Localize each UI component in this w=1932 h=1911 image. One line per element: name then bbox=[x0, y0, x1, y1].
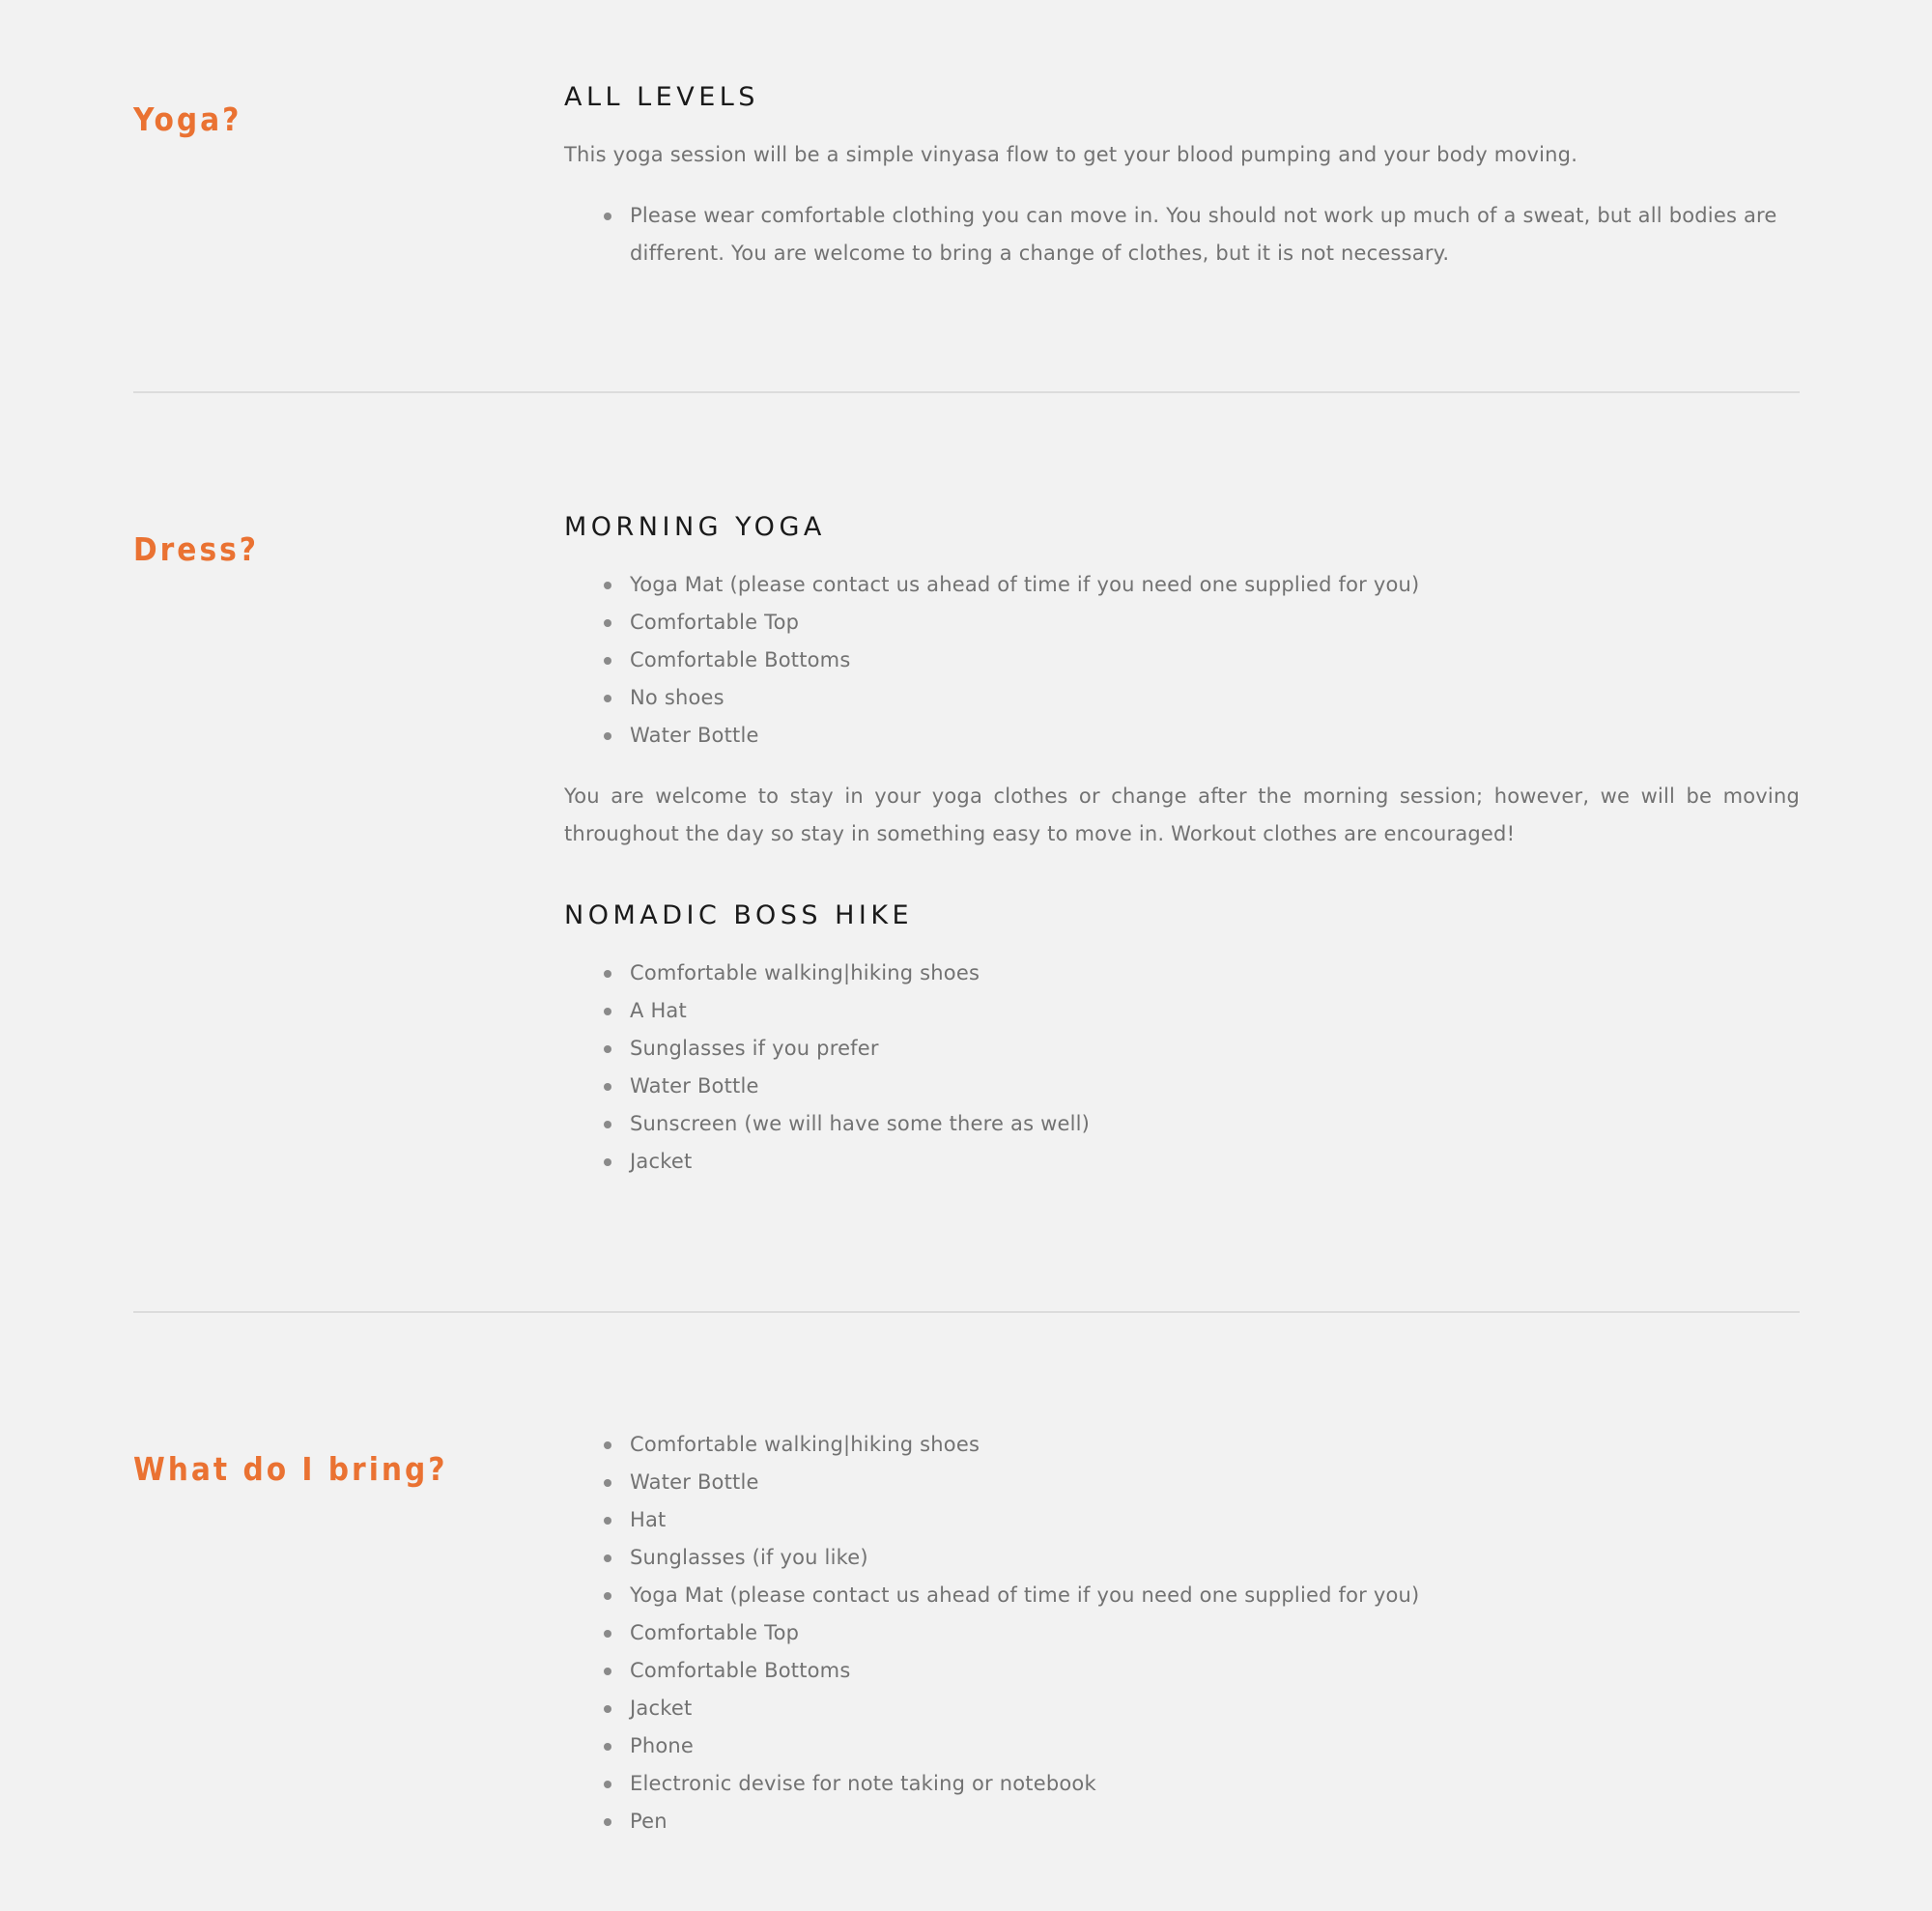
hike-list bbox=[564, 955, 1800, 1181]
list-item: Comfortable Bottoms bbox=[630, 642, 1800, 679]
list-item: No shoes bbox=[630, 679, 1800, 717]
list-item: Electronic devise for note taking or notebook bbox=[630, 1765, 1800, 1803]
morning-yoga-heading: MORNING YOGA bbox=[564, 512, 826, 542]
list-item: Water Bottle bbox=[630, 717, 1800, 755]
list-item: Pen bbox=[630, 1803, 1800, 1840]
list-item: Comfortable Bottoms bbox=[630, 1652, 1800, 1690]
list-item: Phone bbox=[630, 1727, 1800, 1765]
nomadic-boss-hike-heading: NOMADIC BOSS HIKE bbox=[564, 900, 914, 930]
list-item: Sunglasses (if you like) bbox=[630, 1539, 1800, 1577]
morning-yoga-note: You are welcome to stay in your yoga clothes or change after the morning session; however, we will be moving throughout the day so stay in something easy to move in. Workout clothes are encouraged! bbox=[564, 784, 1800, 845]
list-item: Comfortable walking|hiking shoes bbox=[630, 955, 1800, 992]
list-item: A Hat bbox=[630, 992, 1800, 1030]
yoga-intro-text: This yoga session will be a simple vinyasa flow to get your blood pumping and your body moving. bbox=[564, 143, 1578, 166]
yoga-section-title: Yoga? bbox=[133, 100, 242, 138]
bring-section-title: What do I bring? bbox=[133, 1450, 448, 1488]
dress-section-content bbox=[564, 514, 1800, 1181]
list-item: Hat bbox=[630, 1501, 1800, 1539]
list-item: Jacket bbox=[630, 1690, 1800, 1727]
dress-section-title: Dress? bbox=[133, 530, 260, 568]
list-item: Comfortable Top bbox=[630, 604, 1800, 642]
yoga-section-content bbox=[564, 84, 1800, 272]
list-item: Water Bottle bbox=[630, 1068, 1800, 1105]
list-item: Water Bottle bbox=[630, 1464, 1800, 1501]
section-divider bbox=[133, 391, 1800, 393]
bring-section-content bbox=[564, 1426, 1800, 1840]
bring-list bbox=[564, 1426, 1800, 1840]
list-item: Comfortable Top bbox=[630, 1614, 1800, 1652]
all-levels-heading: ALL LEVELS bbox=[564, 82, 759, 112]
section-divider bbox=[133, 1311, 1800, 1313]
list-item: Sunscreen (we will have some there as well) bbox=[630, 1105, 1800, 1143]
list-item: Jacket bbox=[630, 1143, 1800, 1181]
list-item: Please wear comfortable clothing you can move in. You should not work up much of a sweat, but all bodies are different. You are welcome to bring a change of clothes, but it is not necessary. bbox=[630, 197, 1800, 272]
list-item: Yoga Mat (please contact us ahead of time if you need one supplied for you) bbox=[630, 566, 1800, 604]
list-item: Comfortable walking|hiking shoes bbox=[630, 1426, 1800, 1464]
list-item: Yoga Mat (please contact us ahead of time if you need one supplied for you) bbox=[630, 1577, 1800, 1614]
yoga-bullet-list bbox=[564, 197, 1800, 272]
morning-yoga-list bbox=[564, 566, 1800, 755]
list-item: Sunglasses if you prefer bbox=[630, 1030, 1800, 1068]
